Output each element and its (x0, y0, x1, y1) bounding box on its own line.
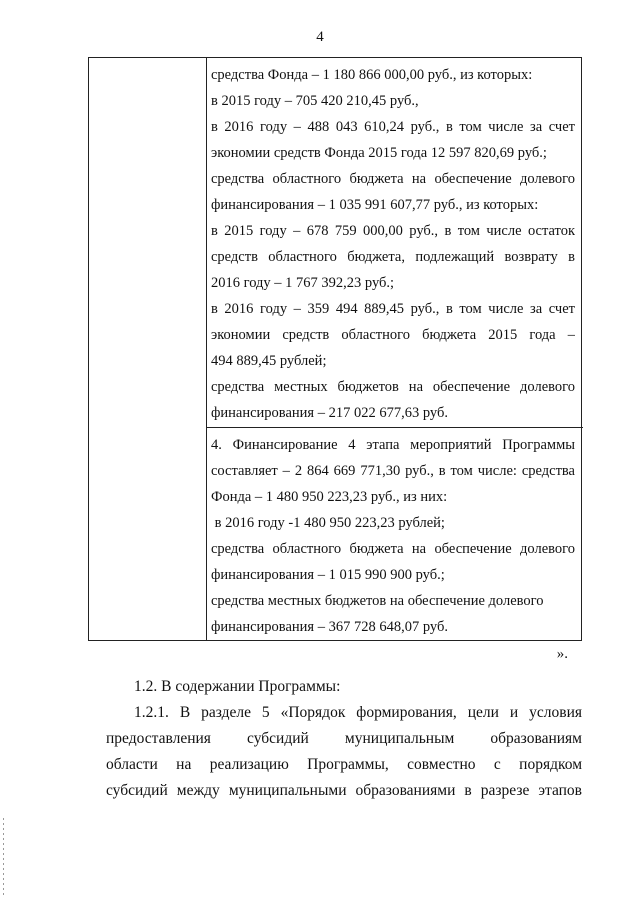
financing-table (88, 57, 582, 641)
table-text-line: средства местных бюджетов на обеспечение долевого (211, 379, 575, 395)
page-number: 4 (316, 29, 324, 45)
table-text-line: финансирования – 367 728 648,07 руб. (211, 619, 448, 635)
table-text-line: составляет – 2 864 669 771,30 руб., в том числе: средства (211, 463, 575, 479)
table-text-line: в 2016 году -1 480 950 223,23 рублей; (211, 515, 445, 531)
paragraph-line: 1.2.1. В разделе 5 «Порядок формирования, цели и условия (134, 704, 582, 721)
paragraph-section-5 (106, 700, 582, 804)
table-text-line: в 2015 году – 705 420 210,45 руб., (211, 93, 419, 109)
table-text-line: 494 889,45 рублей; (211, 353, 327, 369)
paragraph-line: предоставления субсидий муниципальным образованиям (106, 730, 582, 747)
table-text-line: средства областного бюджета на обеспечение долевого (211, 541, 575, 557)
table-text-line: средства местных бюджетов на обеспечение долевого (211, 593, 544, 609)
table-text-line: средства Фонда – 1 180 866 000,00 руб., из которых: (211, 67, 533, 83)
table-text-line: в 2015 году – 678 759 000,00 руб., в том числе остаток (211, 223, 575, 239)
paragraph-line: субсидий между муниципальными образованиями в разрезе этапов (106, 782, 582, 799)
table-text-line: в 2016 году – 488 043 610,24 руб., в том числе за счет (211, 119, 575, 135)
table-text-line: экономии средств Фонда 2015 года 12 597 820,69 руб.; (211, 145, 547, 161)
paragraph-program-contents: 1.2. В содержании Программы: (134, 678, 341, 695)
table-text-line: финансирования – 1 015 990 900 руб.; (211, 567, 445, 583)
table-row-divider (206, 427, 583, 428)
table-text-line: в 2016 году – 359 494 889,45 руб., в том числе за счет (211, 301, 575, 317)
table-text-line: финансирования – 217 022 677,63 руб. (211, 405, 448, 421)
table-cell-fund-financing (211, 62, 575, 426)
scan-margin-mark (3, 818, 4, 898)
table-column-divider (206, 58, 207, 640)
table-text-line: финансирования – 1 035 991 607,77 руб., из которых: (211, 197, 539, 213)
closing-quote: ». (556, 646, 568, 662)
table-text-line: 4. Финансирование 4 этапа мероприятий Программы (211, 437, 575, 453)
table-text-line: средств областного бюджета, подлежащий возврату в (211, 249, 575, 265)
table-text-line: Фонда – 1 480 950 223,23 руб., из них: (211, 489, 448, 505)
table-text-line: 2016 году – 1 767 392,23 руб.; (211, 275, 395, 291)
paragraph-line: области на реализацию Программы, совместно с порядком (106, 756, 582, 773)
table-text-line: экономии средств областного бюджета 2015 года – (211, 327, 575, 343)
table-cell-stage-4-financing (211, 432, 575, 640)
table-text-line: средства областного бюджета на обеспечение долевого (211, 171, 575, 187)
